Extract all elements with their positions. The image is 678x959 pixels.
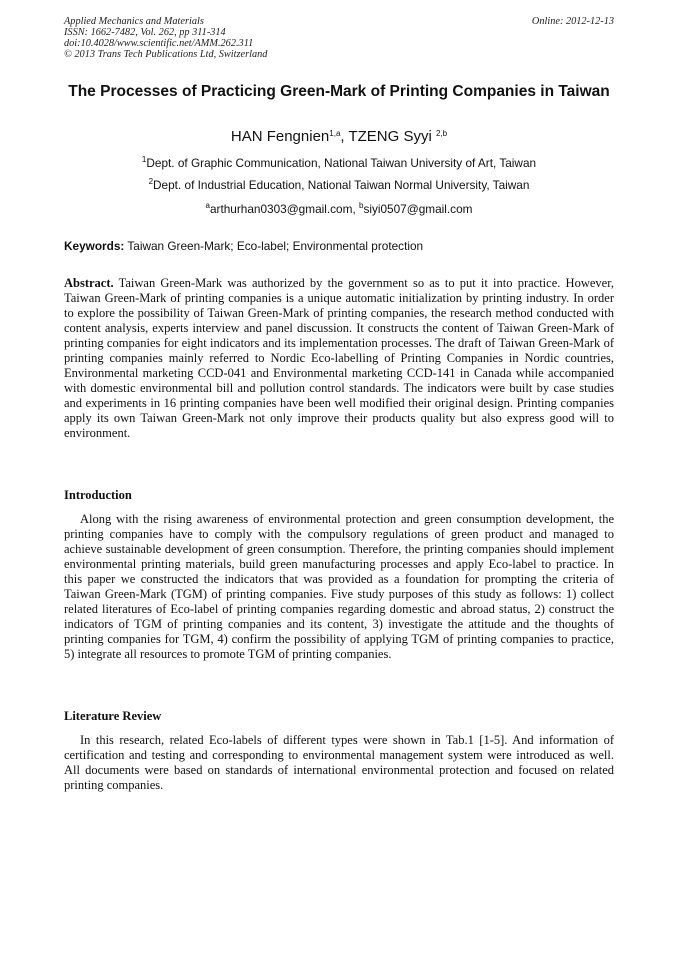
copyright-line: © 2013 Trans Tech Publications Ltd, Switzerland: [64, 49, 268, 60]
email-a-sup: a: [205, 201, 210, 210]
journal-name: Applied Mechanics and Materials: [64, 16, 204, 27]
author-2: TZENG Syyi: [348, 128, 432, 145]
keywords-text: Taiwan Green-Mark; Eco-label; Environmental protection: [124, 239, 424, 253]
issn-line: ISSN: 1662-7482, Vol. 262, pp 311-314: [64, 27, 226, 38]
email-a: arthurhan0303@gmail.com,: [209, 202, 359, 216]
introduction-paragraph: Along with the rising awareness of environmental protection and green consumption development, the printing companies have to comply with the compulsory regulations of green product and managed to achieve sustainable development of green consumption. Therefore, the printing companies should implement environmental printing materials, build green manufacturing processes and apply Eco-label to practice. In this paper we constructed the indicators that was provided as a foundation for prompting the criteria of Taiwan Green-Mark (TGM) of printing companies. Five study purposes of this study as follows: 1) collect related literatures of Eco-label of printing companies regarding domestic and abroad status, 2) construct the indicators of TGM of printing companies and its content, 3) investigate the attitude and the thoughts of printing companies for TGM, 4) confirm the possibility of applying TGM of printing companies to practice, 5) integrate all resources to promote TGM of printing companies.: [64, 512, 614, 661]
journal-header: [64, 16, 267, 60]
affiliation-2-sup: 2: [148, 177, 154, 186]
keywords: [64, 239, 423, 253]
email-b-sup: b: [359, 201, 364, 210]
introduction-heading: Introduction: [64, 488, 132, 502]
author-2-sup: 2,b: [435, 129, 448, 138]
paper-title: The Processes of Practicing Green-Mark of Printing Companies in Taiwan: [68, 83, 610, 100]
email-b: siyi0507@gmail.com: [363, 202, 473, 216]
affiliation-1: [64, 156, 614, 170]
online-date: Online: 2012-12-13: [531, 16, 614, 27]
author-separator: ,: [340, 128, 349, 145]
email-line: [64, 202, 614, 216]
affiliation-1-text: Dept. of Graphic Communication, National Taiwan University of Art, Taiwan: [146, 156, 537, 170]
keywords-label: Keywords:: [64, 239, 125, 253]
literature-review-heading: Literature Review: [64, 709, 162, 723]
author-line: [64, 128, 614, 145]
literature-review-paragraph: In this research, related Eco-labels of different types were shown in Tab.1 [1-5]. And information of certification and testing and corresponding to environmental management system were introduced as well. All documents were based on standards of international environmental protection and focused on related printing companies.: [64, 733, 614, 792]
affiliation-2-text: Dept. of Industrial Education, National Taiwan Normal University, Taiwan: [153, 178, 530, 192]
doi-line: doi:10.4028/www.scientific.net/AMM.262.311: [64, 38, 254, 49]
affiliation-1-sup: 1: [141, 155, 147, 164]
abstract-label: Abstract.: [64, 276, 114, 290]
abstract-paragraph: [64, 276, 614, 441]
abstract-text: Taiwan Green-Mark was authorized by the government so as to put it into practice. However, Taiwan Green-Mark of printing companies is a unique automatic initialization by printing industry. In order to explore the possibility of Taiwan Green-Mark of printing companies, the research method conducted with content analysis, experts interview and panel discussion. It constructs the content of Taiwan Green-Mark of printing companies for eight indicators and its implementation processes. The draft of Taiwan Green-Mark of printing companies mainly referred to Nordic Eco-labelling of Printing Companies in Nordic countries, Environmental marketing CCD-041 and Environmental marketing CCD-141 in Canada while accompanied with domestic environmental bill and pollution control standards. The indicators were built by case studies and experiments in 16 printing companies have been well modified their original design. Printing companies apply its own Taiwan Green-Mark not only improve their products quality but also express good will to environment.: [64, 276, 614, 440]
author-1-sup: 1,a: [329, 129, 341, 138]
author-1: HAN Fengnien: [230, 128, 330, 145]
affiliation-2: [64, 178, 614, 192]
